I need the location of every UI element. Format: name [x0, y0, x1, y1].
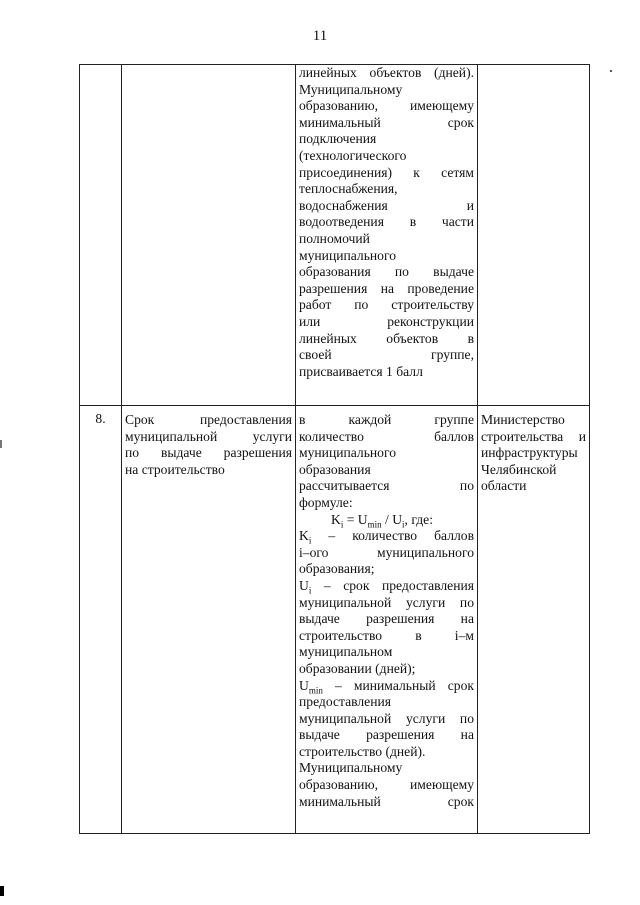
- method-line: муниципального: [299, 445, 397, 461]
- method-line: полномочий: [299, 230, 370, 246]
- umin-sub: min: [308, 685, 323, 696]
- table-row-8: [80, 406, 590, 834]
- method-line: разрешения на проведение: [299, 280, 474, 296]
- indicator-line: Срок предоставления: [125, 412, 292, 427]
- method-line: предоставления: [299, 694, 392, 710]
- responsible-line: Челябинской: [481, 461, 557, 477]
- method-line: или реконструкции: [299, 313, 474, 329]
- method-line: образованию, имеющему: [299, 98, 474, 114]
- method-line: водоснабжения и: [299, 197, 474, 213]
- method-line: водоотведения в части: [299, 214, 474, 230]
- method-line: муниципальной услуги по: [299, 594, 474, 610]
- indicator-cell: [122, 65, 296, 406]
- method-line: количество баллов: [299, 428, 474, 444]
- ki-text: – количество баллов: [311, 528, 474, 544]
- formula-eq: = U: [343, 511, 368, 527]
- umin-symbol: U: [299, 677, 309, 693]
- method-line: выдаче разрешения на: [299, 611, 474, 627]
- method-line: образования: [299, 461, 371, 477]
- responsible-cell: [478, 65, 590, 406]
- scan-edge-mark: [0, 440, 2, 448]
- formula-k: K: [331, 511, 341, 527]
- indicator-cell: [122, 406, 296, 834]
- method-line: минимальный срок: [299, 114, 474, 130]
- ui-text: – срок предоставления: [311, 577, 474, 593]
- method-line: работ по строительству: [299, 297, 474, 313]
- umin-text: – минимальный срок: [322, 677, 474, 693]
- formula-tail: , где:: [404, 511, 433, 527]
- method-line: линейных объектов (дней).: [299, 65, 474, 80]
- method-line: (технологического: [299, 147, 407, 163]
- method-line: образовании (дней);: [299, 660, 416, 676]
- method-line: Муниципальному: [299, 81, 403, 97]
- method-line: муниципального: [299, 247, 397, 263]
- method-line: Муниципальному: [299, 760, 403, 776]
- scan-speck: [610, 70, 612, 72]
- method-line: присоединения) к сетям: [299, 164, 474, 180]
- method-line: i–ого муниципального: [299, 544, 474, 560]
- method-line: строительство (дней).: [299, 743, 426, 759]
- responsible-line: области: [481, 478, 527, 494]
- method-line: линейных объектов в: [299, 330, 474, 346]
- formula-u-sub: i: [402, 519, 405, 530]
- method-cell: [296, 406, 478, 834]
- formula-div: / U: [381, 511, 403, 527]
- scan-edge-mark: [0, 886, 4, 896]
- responsible-line: Министерство: [481, 412, 565, 427]
- ki-symbol: K: [299, 528, 309, 544]
- method-line: строительство в i–м: [299, 627, 474, 643]
- method-line: рассчитывается по: [299, 478, 474, 494]
- indicator-line: на строительство: [125, 461, 225, 477]
- formula-umin-sub: min: [367, 519, 382, 530]
- row-number: 8.: [80, 406, 122, 834]
- responsible-line: строительства и: [481, 428, 586, 444]
- method-line: формуле:: [299, 494, 353, 510]
- method-line: образования;: [299, 561, 375, 577]
- method-line: муниципальном: [299, 644, 393, 660]
- method-line: выдаче разрешения на: [299, 727, 474, 743]
- page-number: 11: [312, 28, 328, 44]
- formula-k-sub: i: [340, 519, 344, 530]
- method-line: образования по выдаче: [299, 264, 474, 280]
- method-line: образованию, имеющему: [299, 777, 474, 793]
- method-line: минимальный срок: [299, 793, 474, 809]
- method-line: подключения: [299, 131, 377, 147]
- indicator-line: по выдаче разрешения: [125, 445, 292, 461]
- formula-line: [299, 512, 474, 529]
- ui-sub: i: [308, 585, 312, 596]
- ui-symbol: U: [299, 577, 309, 593]
- method-cell: [296, 65, 478, 406]
- number-cell: [80, 65, 122, 406]
- criteria-table: [79, 64, 590, 834]
- responsible-line: инфраструктуры: [481, 445, 578, 461]
- method-line: присваивается 1 балл: [299, 363, 423, 379]
- indicator-line: муниципальной услуги: [125, 428, 292, 444]
- ki-definition: [299, 528, 474, 545]
- ui-definition: [299, 578, 474, 595]
- method-line: в каждой группе: [299, 412, 474, 427]
- responsible-cell: [478, 406, 590, 834]
- method-line: своей группе,: [299, 347, 474, 363]
- method-line: муниципальной услуги по: [299, 710, 474, 726]
- method-line: теплоснабжения,: [299, 181, 398, 197]
- ki-sub: i: [308, 535, 312, 546]
- umin-definition: [299, 678, 474, 695]
- table-row-continuation: [80, 65, 590, 406]
